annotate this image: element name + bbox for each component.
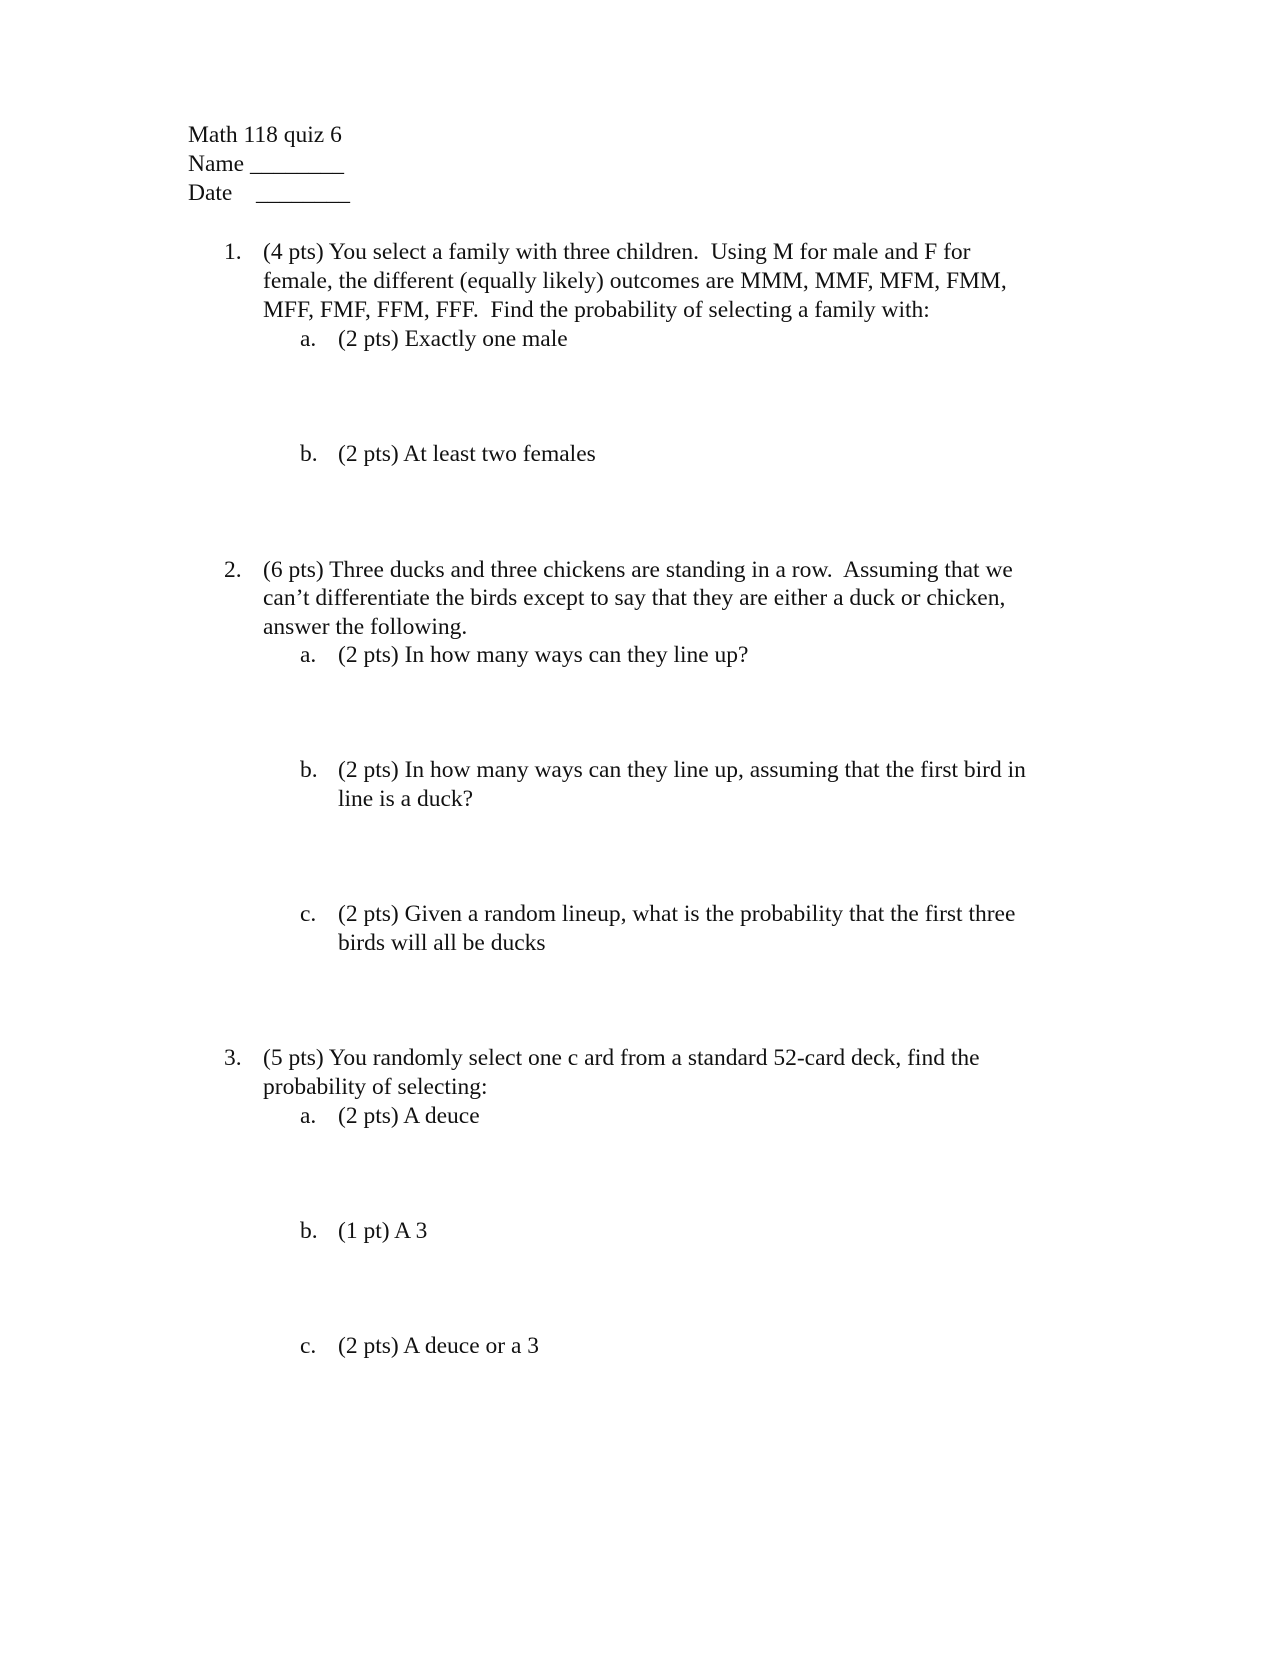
question-text-line: (4 pts) You select a family with three children. Using M for male and F for bbox=[263, 239, 971, 265]
part-letter: a. bbox=[300, 642, 317, 668]
question-number: 1. bbox=[224, 239, 242, 265]
part-text-line: line is a duck? bbox=[338, 786, 474, 812]
question-text-line: (5 pts) You randomly select one c ard from a standard 52-card deck, find the bbox=[263, 1045, 980, 1071]
question-text-line: female, the different (equally likely) outcomes are MMM, MMF, MFM, FMM, bbox=[263, 268, 1007, 294]
part-letter: b. bbox=[300, 757, 318, 783]
part-text-line: (2 pts) In how many ways can they line up? bbox=[338, 642, 749, 668]
part-text-line: (2 pts) A deuce bbox=[338, 1103, 480, 1129]
name-line: Name ________ bbox=[188, 151, 344, 177]
part-letter: b. bbox=[300, 441, 318, 467]
part-letter: b. bbox=[300, 1218, 318, 1244]
question-number: 3. bbox=[224, 1045, 242, 1071]
question-text-line: can’t differentiate the birds except to say that they are either a duck or chicken, bbox=[263, 585, 1006, 611]
part-text-line: (2 pts) Exactly one male bbox=[338, 326, 568, 352]
date-blank: ________ bbox=[256, 180, 350, 206]
question-text-line: answer the following. bbox=[263, 614, 468, 640]
question-number: 2. bbox=[224, 557, 242, 583]
quiz-title: Math 118 quiz 6 bbox=[188, 122, 342, 148]
part-text-line: (2 pts) Given a random lineup, what is the probability that the first three bbox=[338, 901, 1016, 927]
part-text-line: (2 pts) A deuce or a 3 bbox=[338, 1333, 540, 1359]
part-letter: c. bbox=[300, 1333, 317, 1359]
question-text-line: (6 pts) Three ducks and three chickens are standing in a row. Assuming that we bbox=[263, 557, 1013, 583]
part-text-line: birds will all be ducks bbox=[338, 930, 546, 956]
part-letter: a. bbox=[300, 1103, 317, 1129]
part-letter: c. bbox=[300, 901, 317, 927]
part-letter: a. bbox=[300, 326, 317, 352]
part-text-line: (2 pts) In how many ways can they line up, assuming that the first bird in bbox=[338, 757, 1026, 783]
part-text-line: (1 pt) A 3 bbox=[338, 1218, 428, 1244]
part-text-line: (2 pts) At least two females bbox=[338, 441, 596, 467]
question-text-line: probability of selecting: bbox=[263, 1074, 488, 1100]
question-text-line: MFF, FMF, FFM, FFF. Find the probability of selecting a family with: bbox=[263, 297, 930, 323]
date-label: Date bbox=[188, 180, 233, 206]
